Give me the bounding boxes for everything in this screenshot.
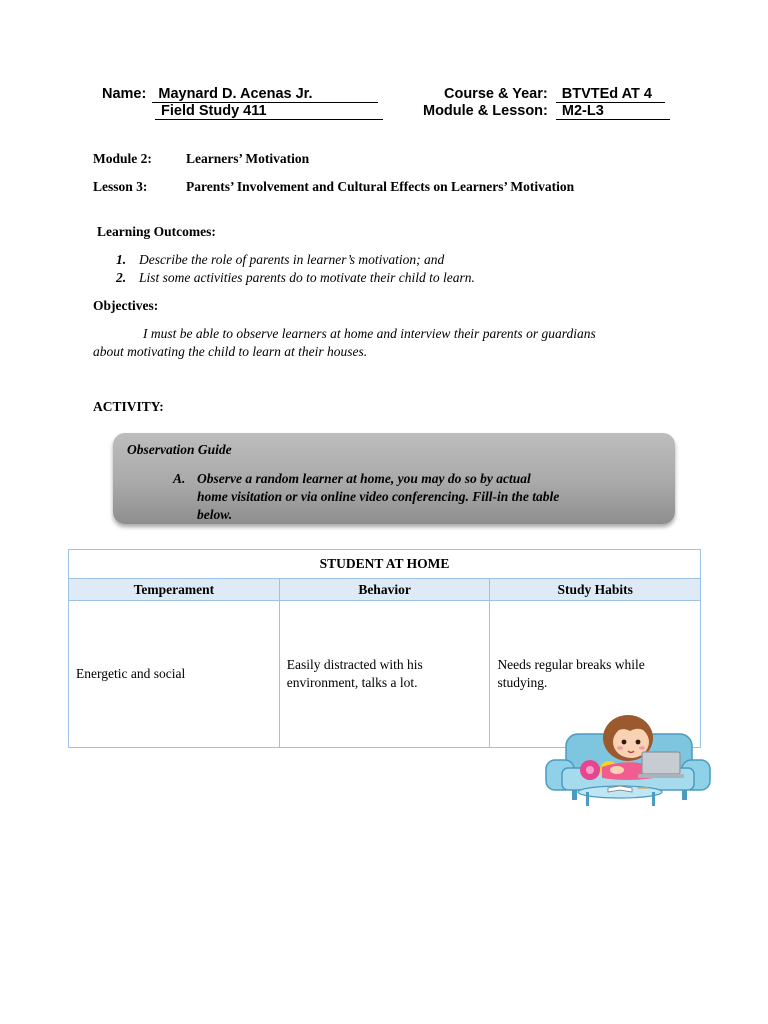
lesson-title: Parents’ Involvement and Cultural Effects on Learners’ Motivation — [186, 179, 575, 194]
list-item — [116, 251, 475, 269]
cell-line: studying. — [497, 675, 548, 690]
cell-line: Needs regular breaks while — [497, 657, 645, 672]
lesson-label: Lesson 3: — [93, 179, 148, 194]
observation-guide-line: below. — [197, 507, 233, 522]
observation-guide-item — [173, 470, 623, 524]
list-item-text: List some activities parents do to motivate their child to learn. — [139, 270, 475, 285]
column-header-study-habits: Study Habits — [490, 579, 701, 601]
temperament-cell — [69, 601, 280, 748]
name-value: Maynard D. Acenas Jr. — [152, 87, 378, 103]
module-label: Module 2: — [93, 151, 152, 166]
subject-value: Field Study 411 — [155, 104, 383, 120]
name-label: Name: — [102, 86, 147, 102]
objectives-text-line-2: about motivating the child to learn at their houses. — [93, 344, 368, 359]
module-lesson-label: Module & Lesson: — [423, 103, 548, 119]
course-label: Course & Year: — [444, 86, 548, 102]
table-caption: STUDENT AT HOME — [69, 550, 701, 579]
activity-heading: ACTIVITY: — [93, 399, 164, 414]
objectives-text-line-1: I must be able to observe learners at home and interview their parents or guardians — [143, 326, 596, 341]
course-row — [444, 86, 665, 103]
girl-studying-illustration — [542, 712, 724, 810]
module-lesson-row — [423, 103, 670, 120]
column-header-behavior: Behavior — [279, 579, 490, 601]
course-value: BTVTEd AT 4 — [556, 87, 665, 103]
objectives-heading: Objectives: — [93, 298, 159, 313]
cell-line: Energetic and social — [76, 666, 186, 681]
observation-guide-line: home visitation or via online video conferencing. Fill-in the table — [197, 489, 560, 504]
observation-guide-box — [113, 433, 675, 524]
observation-guide-title: Observation Guide — [127, 442, 232, 457]
subject-row — [155, 103, 383, 120]
cell-line: Easily distracted with his — [286, 657, 423, 672]
list-item-text: Describe the role of parents in learner’s motivation; and — [139, 252, 445, 267]
module-title: Learners’ Motivation — [186, 151, 310, 166]
cell-line: environment, talks a lot. — [286, 675, 418, 690]
list-item-number: 2. — [116, 270, 127, 285]
learning-outcomes-heading: Learning Outcomes: — [97, 224, 216, 239]
observation-guide-letter: A. — [173, 471, 186, 486]
observation-guide-line: Observe a random learner at home, you may do so by actual — [197, 471, 531, 486]
learning-outcomes-list — [116, 251, 475, 287]
behavior-cell — [279, 601, 490, 748]
module-lesson-value: M2-L3 — [556, 104, 670, 120]
list-item — [116, 269, 475, 287]
list-item-number: 1. — [116, 252, 127, 267]
column-header-temperament: Temperament — [69, 579, 280, 601]
name-row — [102, 86, 378, 103]
